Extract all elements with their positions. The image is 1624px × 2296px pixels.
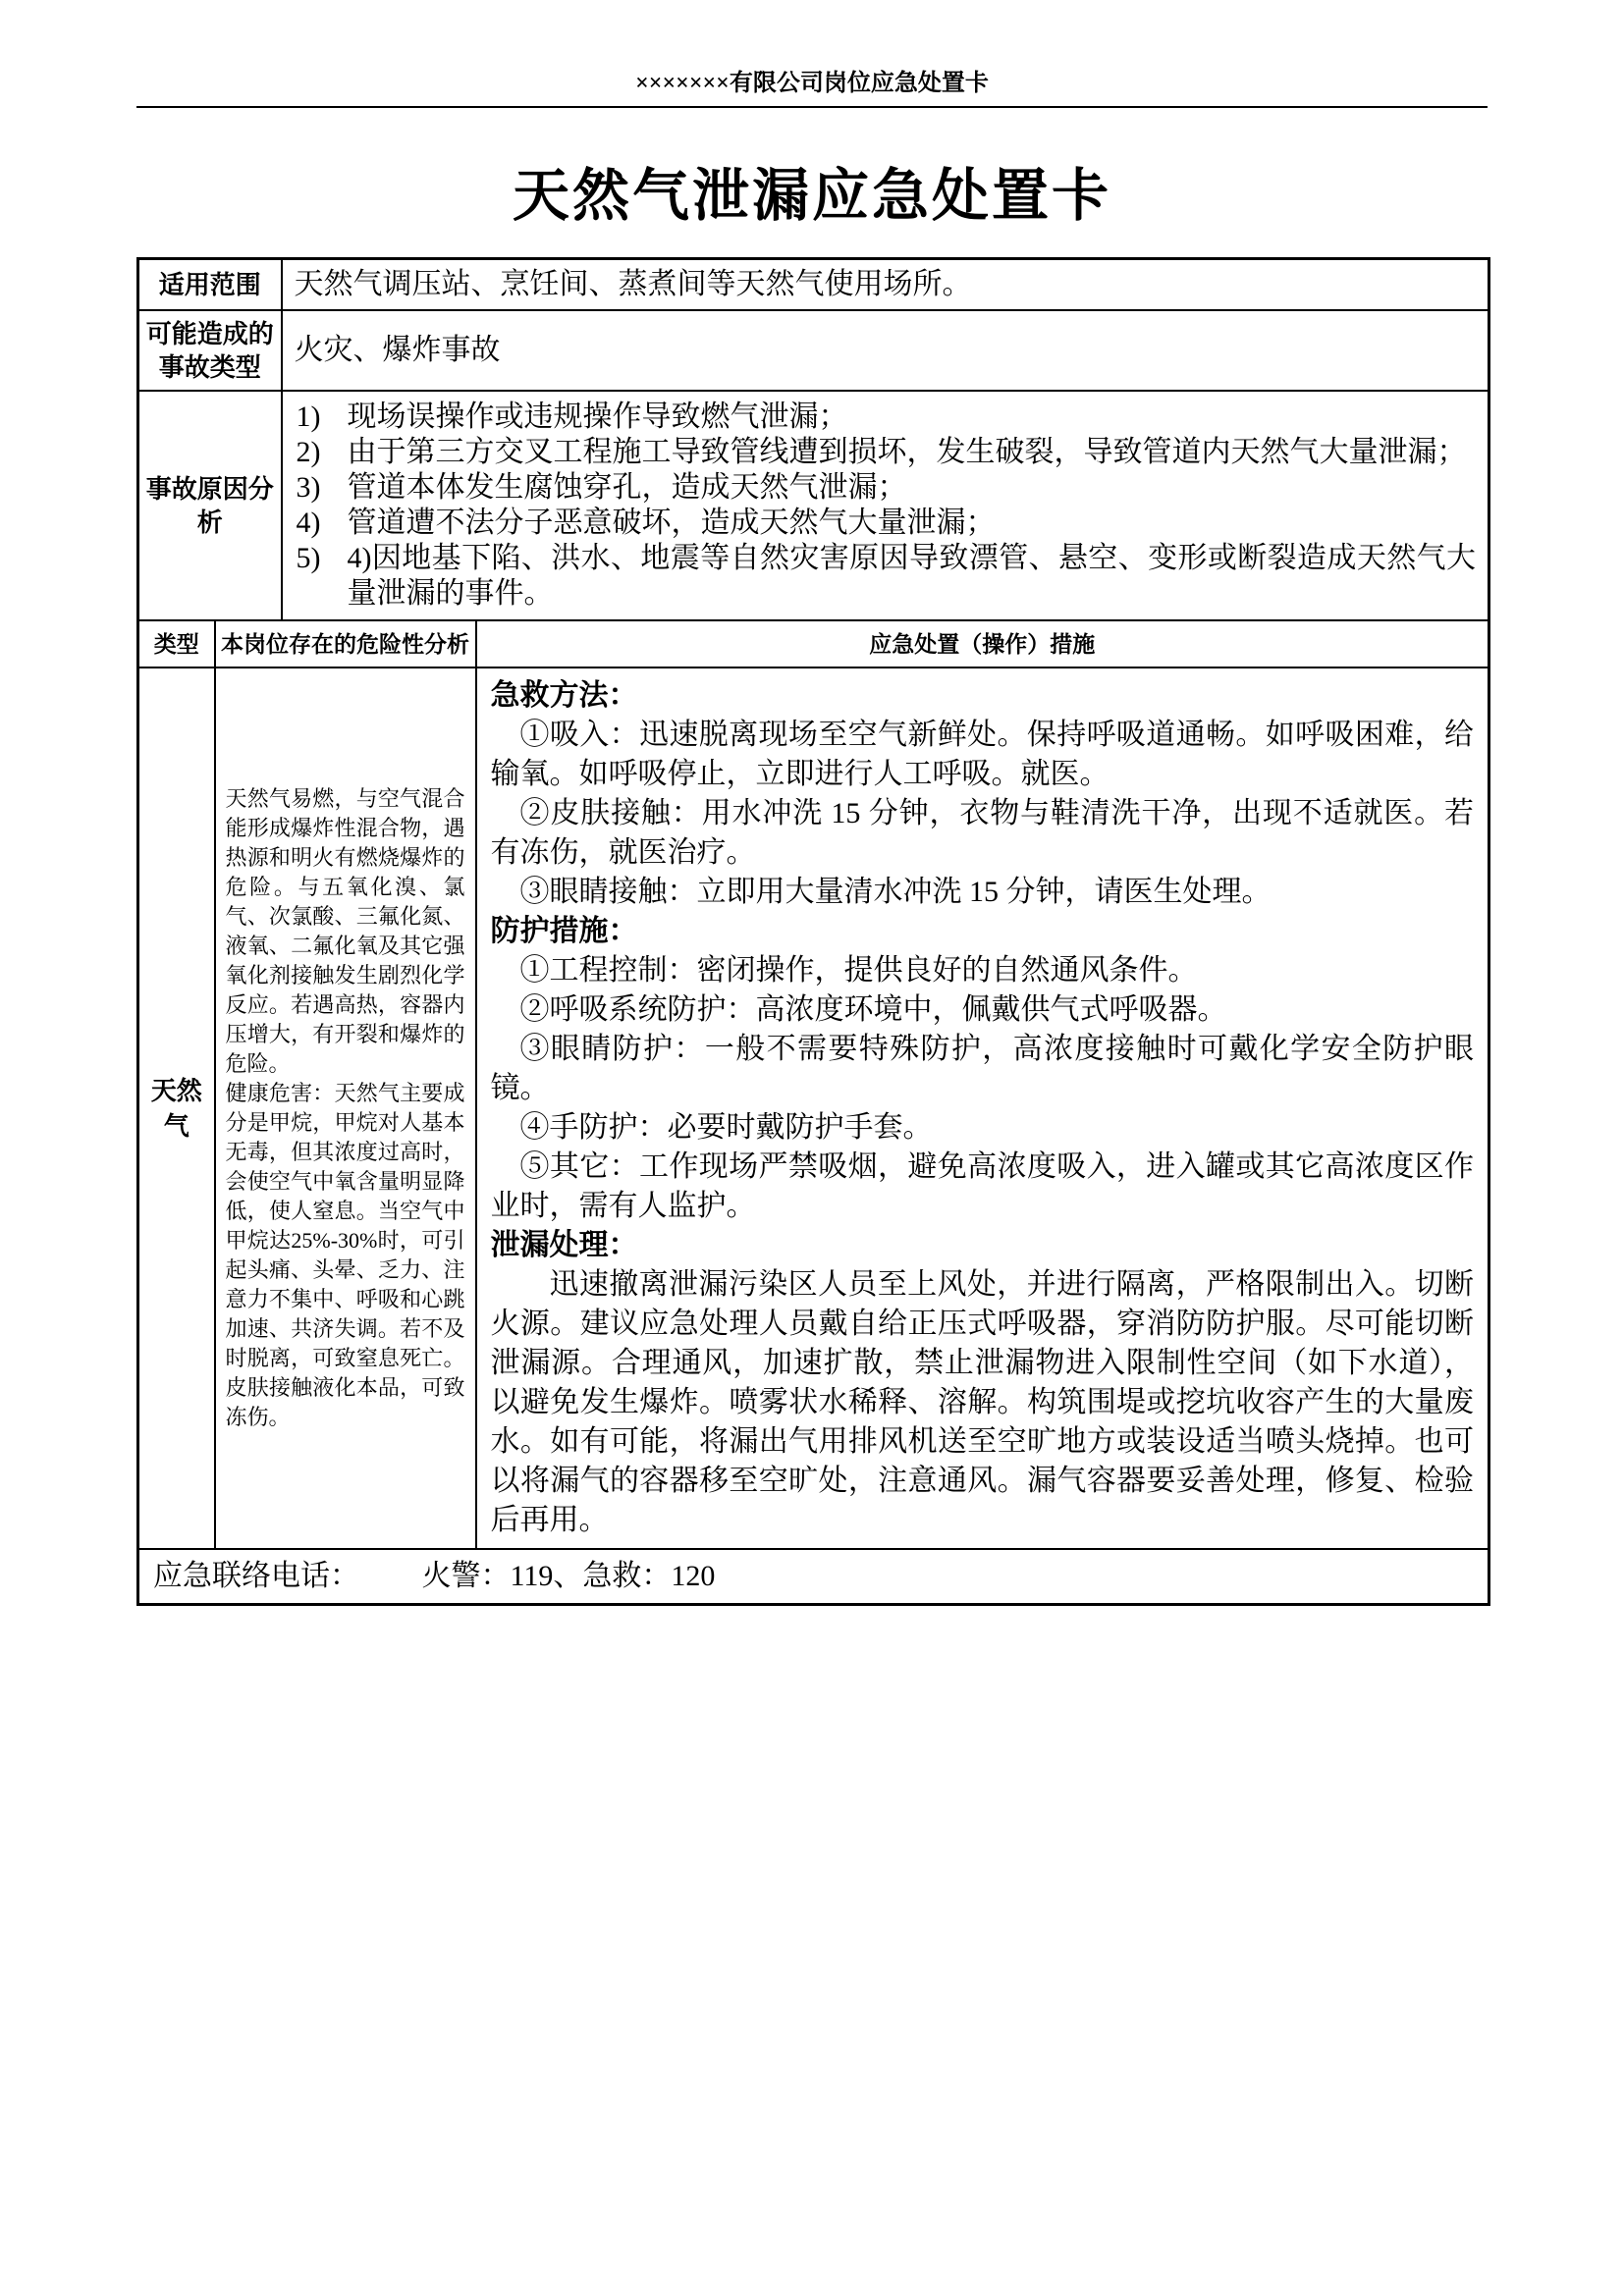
measures-paragraph: ①工程控制：密闭操作，提供良好的自然通风条件。 (519, 954, 1198, 987)
row-natural-gas (138, 667, 1489, 1549)
cause-item (297, 435, 1477, 470)
accident-type-value: 火灾、爆炸事故 (282, 310, 1489, 391)
measures-paragraph: ③眼睛防护：一般不需要特殊防护，高浓度接触时可戴化学安全防护眼镜。 (490, 1033, 1475, 1104)
cause-item-number: 1) (296, 400, 321, 433)
cause-item-text: 由于第三方交叉工程施工导致管线遭到损坏，发生破裂，导致管道内天然气大量泄漏； (347, 436, 1467, 468)
document-header (136, 69, 1488, 108)
header-text: ×××××××有限公司岗位应急处置卡 (635, 71, 989, 96)
page-title: 天然气泄漏应急处置卡 (512, 164, 1111, 228)
contact-value: 火警：119、急救：120 (421, 1560, 716, 1592)
scope-value: 天然气调压站、烹饪间、蒸煮间等天然气使用场所。 (282, 259, 1489, 311)
cause-item-number: 4) (296, 507, 321, 539)
scope-label: 适用范围 (138, 259, 282, 311)
measures-section-heading: 急救方法： (490, 679, 638, 712)
accident-type-label: 可能造成的事故类型 (138, 310, 282, 391)
measures-paragraph: ④手防护：必要时戴防护手套。 (519, 1111, 933, 1144)
measures-paragraph: ①吸入：迅速脱离现场至空气新鲜处。保持呼吸道通畅。如呼吸困难，给输氧。如呼吸停止，立即进行人工呼吸。就医。 (490, 719, 1475, 790)
cause-item-number: 2) (296, 436, 321, 468)
contact-label: 应急联络电话： (153, 1560, 359, 1592)
column-header-type: 类型 (138, 620, 215, 667)
measures-paragraph: ②皮肤接触：用水冲洗 15 分钟，衣物与鞋清洗干净，出现不适就医。若有冻伤，就医治疗。 (490, 797, 1475, 869)
measures-section-heading: 防护措施： (490, 915, 638, 947)
cause-item (297, 506, 1477, 541)
hazard-analysis-cell (215, 667, 476, 1549)
cause-item-text: 现场误操作或违规操作导致燃气泄漏； (347, 400, 848, 433)
row-emergency-contacts (138, 1549, 1489, 1605)
cause-item-text: 管道本体发生腐蚀穿孔，造成天然气泄漏； (347, 471, 907, 504)
emergency-card-table (136, 257, 1490, 1606)
cause-item-text: 4)因地基下陷、洪水、地震等自然灾害原因导致漂管、悬空、变形或断裂造成天然气大量泄漏的事件。 (347, 542, 1477, 610)
cause-item-text: 管道遭不法分子恶意破坏，造成天然气大量泄漏； (347, 507, 996, 539)
row-scope (138, 259, 1489, 311)
measures-paragraph: ②呼吸系统防护：高浓度环境中，佩戴供气式呼吸器。 (519, 993, 1227, 1026)
gas-type-cell: 天然气 (138, 667, 215, 1549)
measures-paragraph: ③眼睛接触：立即用大量清水冲洗 15 分钟，请医生处理。 (519, 876, 1272, 908)
cause-item-number: 5) (296, 542, 321, 574)
hazard-paragraph: 天然气易燃，与空气混合能形成爆炸性混合物，遇热源和明火有燃烧爆炸的危险。与五氧化溴、氯气、次氯酸、三氟化氮、液氧、二氟化氧及其它强氧化剂接触发生剧烈化学反应。若遇高热，容器内压增大，有开裂和爆炸的危险。 (225, 786, 465, 1076)
cause-analysis-label: 事故原因分析 (138, 391, 282, 620)
cause-item (297, 470, 1477, 506)
hazard-paragraph: 健康危害：天然气主要成分是甲烷，甲烷对人基本无毒，但其浓度过高时，会使空气中氧含量明显降低，使人窒息。当空气中甲烷达25%-30%时，可引起头痛、头晕、乏力、注意力不集中、呼吸和心跳加速、共济失调。若不及时脱离，可致窒息死亡。皮肤接触液化本品，可致冻伤。 (225, 1081, 465, 1429)
cause-analysis-list (282, 391, 1489, 620)
column-header-measures: 应急处置（操作）措施 (476, 620, 1489, 667)
cause-item (297, 400, 1477, 435)
measures-section-heading: 泄漏处理： (490, 1229, 638, 1261)
emergency-contact-cell (138, 1549, 1489, 1605)
measures-paragraph: 迅速撤离泄漏污染区人员至上风处，并进行隔离，严格限制出入。切断火源。建议应急处理人员戴自给正压式呼吸器，穿消防防护服。尽可能切断泄漏源。合理通风，加速扩散，禁止泄漏物进入限制性空间（如下水道），以避免发生爆炸。喷雾状水稀释、溶解。构筑围堤或挖坑收容产生的大量废水。如有可能，将漏出气用排风机送至空旷地方或装设适当喷头烧掉。也可以将漏气的容器移至空旷处，注意通风。漏气容器要妥善处理，修复、检验后再用。 (490, 1268, 1475, 1536)
measures-cell (476, 667, 1489, 1549)
cause-item (297, 541, 1477, 612)
column-header-hazard: 本岗位存在的危险性分析 (215, 620, 476, 667)
measures-paragraph: ⑤其它：工作现场严禁吸烟，避免高浓度吸入，进入罐或其它高浓度区作业时，需有人监护。 (490, 1150, 1475, 1222)
row-accident-type (138, 310, 1489, 391)
cause-item-number: 3) (296, 471, 321, 504)
row-cause-analysis (138, 391, 1489, 620)
row-column-headers (138, 620, 1489, 667)
